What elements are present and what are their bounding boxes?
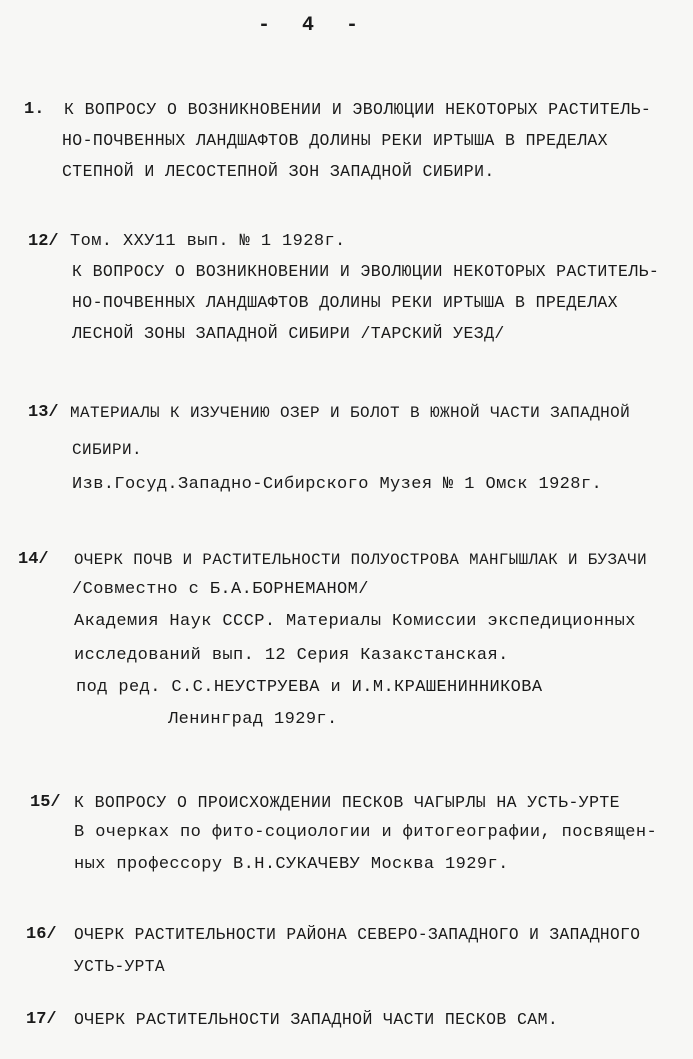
entry-number: 16/ <box>26 925 57 944</box>
entry-line: К ВОПРОСУ О ВОЗНИКНОВЕНИИ И ЭВОЛЮЦИИ НЕКОТОРЫХ РАСТИТЕЛЬ- <box>64 100 652 119</box>
entry-number: 13/ <box>28 403 59 422</box>
entry-line: ных профессору В.Н.СУКАЧЕВУ Москва 1929г. <box>74 855 509 874</box>
entry-line: СТЕПНОЙ И ЛЕСОСТЕПНОЙ ЗОН ЗАПАДНОЙ СИБИРИ. <box>62 162 495 181</box>
entry-line: ОЧЕРК ПОЧВ И РАСТИТЕЛЬНОСТИ ПОЛУОСТРОВА МАНГЫШЛАК И БУЗАЧИ <box>74 551 648 569</box>
entry-number: 1. <box>24 100 45 119</box>
entry-line: К ВОПРОСУ О ВОЗНИКНОВЕНИИ И ЭВОЛЮЦИИ НЕКОТОРЫХ РАСТИТЕЛЬ- <box>72 262 660 281</box>
page-number: - 4 - <box>258 14 369 37</box>
entry-line: МАТЕРИАЛЫ К ИЗУЧЕНИЮ ОЗЕР И БОЛОТ В ЮЖНОЙ ЧАСТИ ЗАПАДНОЙ <box>70 404 631 422</box>
entry-line: под ред. С.С.НЕУСТРУЕВА и И.М.КРАШЕНИННИКОВА <box>76 678 543 697</box>
entry-line: Ленинград 1929г. <box>168 710 338 729</box>
entry-line: Академия Наук СССР. Материалы Комиссии экспедиционных <box>74 612 636 631</box>
entry-line: К ВОПРОСУ О ПРОИСХОЖДЕНИИ ПЕСКОВ ЧАГЫРЛЫ НА УСТЬ-УРТЕ <box>74 793 620 812</box>
entry-line: ЛЕСНОЙ ЗОНЫ ЗАПАДНОЙ СИБИРИ /ТАРСКИЙ УЕЗД/ <box>72 324 505 343</box>
entry-number: 14/ <box>18 550 49 569</box>
entry-line: /Совместно с Б.А.БОРНЕМАНОМ/ <box>72 580 369 599</box>
entry-line: исследований вып. 12 Серия Казакстанская. <box>74 646 509 665</box>
entry-line: Том. ХХУ11 вып. № 1 1928г. <box>70 232 346 251</box>
entry-number: 15/ <box>30 793 61 812</box>
entry-line: В очерках по фито-социологии и фитогеографии, посвящен- <box>74 823 658 842</box>
entry-number: 12/ <box>28 232 59 251</box>
entry-line: Изв.Госуд.Западно-Сибирского Музея № 1 Омск 1928г. <box>72 475 603 494</box>
entry-line: СИБИРИ. <box>72 441 143 459</box>
entry-line: УСТЬ-УРТА <box>74 958 166 976</box>
entry-line: НО-ПОЧВЕННЫХ ЛАНДШАФТОВ ДОЛИНЫ РЕКИ ИРТЫША В ПРЕДЕЛАХ <box>62 131 608 150</box>
entry-line: ОЧЕРК РАСТИТЕЛЬНОСТИ ЗАПАДНОЙ ЧАСТИ ПЕСКОВ САМ. <box>74 1010 559 1029</box>
entry-line: НО-ПОЧВЕННЫХ ЛАНДШАФТОВ ДОЛИНЫ РЕКИ ИРТЫША В ПРЕДЕЛАХ <box>72 293 618 312</box>
entry-number: 17/ <box>26 1010 57 1029</box>
entry-line: ОЧЕРК РАСТИТЕЛЬНОСТИ РАЙОНА СЕВЕРО-ЗАПАДНОГО И ЗАПАДНОГО <box>74 926 641 944</box>
